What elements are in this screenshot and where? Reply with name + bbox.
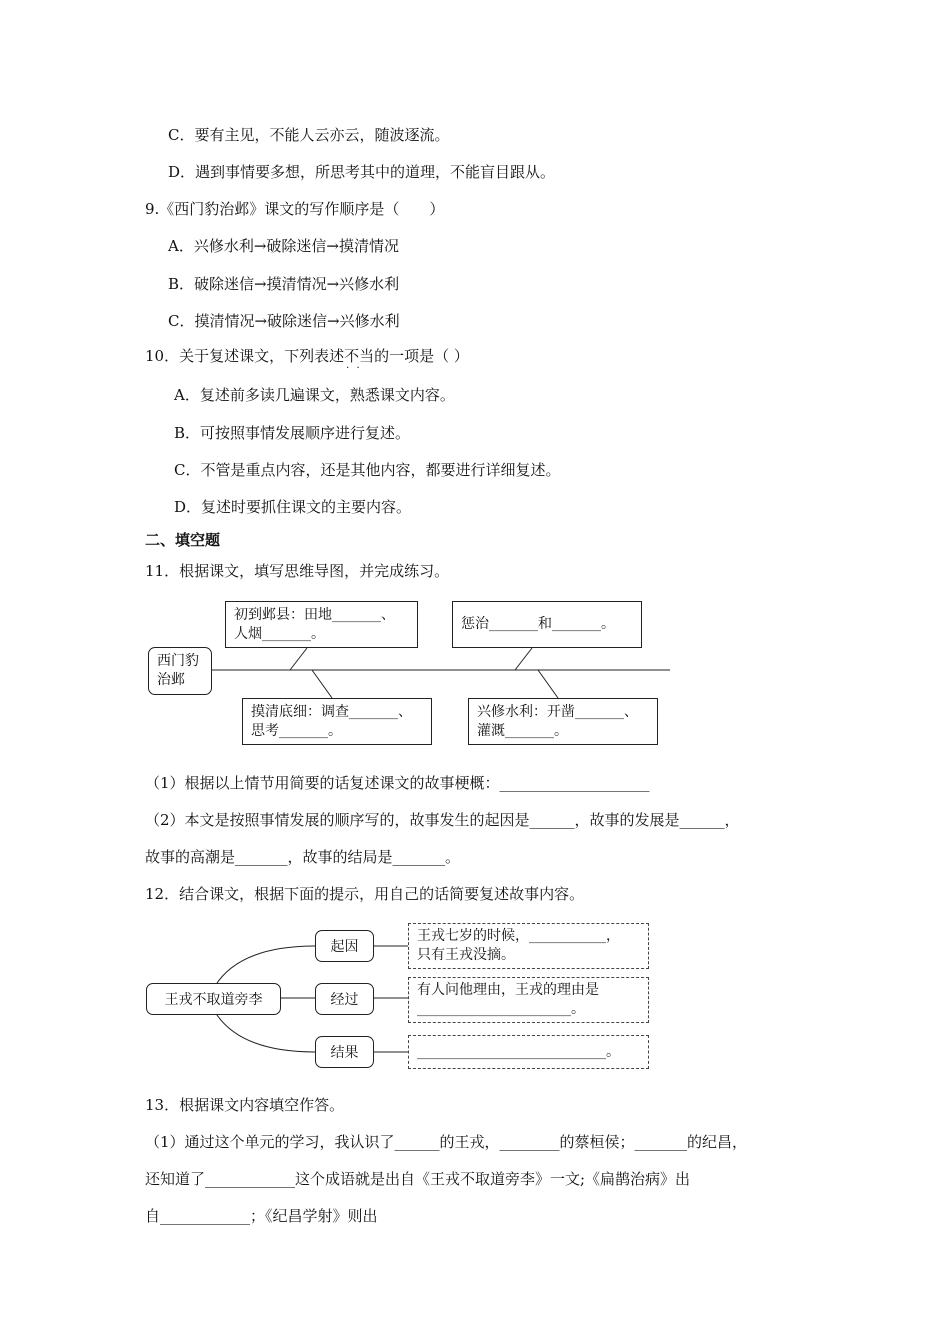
- q9-option-b: B．破除迷信→摸清情况→兴修水利: [168, 275, 400, 293]
- q10-option-c: C．不管是重点内容，还是其他内容，都要进行详细复述。: [174, 461, 561, 479]
- q12-node-cause-text: 起因: [330, 939, 359, 955]
- section-heading: 二、填空题: [145, 531, 221, 549]
- q12-detail-cause-line2: 只有王戎没摘。: [417, 947, 515, 963]
- q10-option-d: D．复述时要抓住课文的主要内容。: [174, 498, 412, 516]
- q12-node-result: [315, 1036, 374, 1068]
- q11-sub2-line2: 故事的高潮是_______，故事的结局是_______。: [145, 848, 461, 866]
- q12-detail-process-line2: ______________________。: [417, 1001, 585, 1017]
- q11-sub2-line1: （2）本文是按照事情发展的顺序写的，故事发生的起因是______，故事的发展是______，: [145, 811, 740, 829]
- q10-stem-emphasis: 不当 · ·: [344, 347, 374, 365]
- q10-option-b: B．可按照事情发展顺序进行复述。: [174, 424, 411, 442]
- q11-box-investigate-line2: 思考_______。: [251, 723, 342, 739]
- q11-box-irrigation-line1: 兴修水利：开凿_______、: [477, 704, 638, 720]
- q11-box-punish-text: 惩治_______和_______。: [461, 616, 615, 632]
- q12-detail-process-line1: 有人问他理由，王戎的理由是: [417, 982, 599, 998]
- q12-stem: 12．结合课文，根据下面的提示，用自己的话简要复述故事内容。: [145, 885, 585, 903]
- q13-line3: 自____________；《纪昌学射》则出: [145, 1207, 378, 1225]
- q12-detail-cause-line1: 王戎七岁的时候，___________，: [417, 928, 620, 944]
- q12-detail-result-text: ___________________________。: [417, 1043, 620, 1060]
- q13-stem: 13．根据课文内容填空作答。: [145, 1096, 345, 1114]
- q11-box-arrival-line2: 人烟_______。: [234, 626, 325, 642]
- q8-option-d: D．遇到事情要多想，所思考其中的道理，不能盲目跟从。: [168, 163, 556, 181]
- q12-node-cause: [315, 930, 374, 962]
- q10-option-a: A．复述前多读几遍课文，熟悉课文内容。: [174, 386, 455, 404]
- q11-box-investigate-line1: 摸清底细：调查_______、: [251, 704, 412, 720]
- q12-node-process: [315, 983, 374, 1015]
- q11-sub1: （1）根据以上情节用简要的话复述课文的故事梗概：____________________: [145, 774, 650, 792]
- q12-detail-process: [408, 977, 649, 1023]
- q11-stem: 11．根据课文，填写思维导图，并完成练习。: [145, 562, 450, 580]
- q12-detail-cause: [408, 923, 649, 969]
- q9-option-c: C．摸清情况→破除迷信→兴修水利: [168, 312, 400, 330]
- q10-stem-post: 的一项是（ ）: [374, 347, 469, 365]
- q12-node-result-text: 结果: [330, 1045, 359, 1061]
- q11-box-irrigation-line2: 灌溉_______。: [477, 723, 568, 739]
- q10-stem-pre: 10．关于复述课文，下列表述: [145, 347, 345, 365]
- q8-option-c: C．要有主见，不能人云亦云，随波逐流。: [168, 126, 450, 144]
- q12-detail-result: [408, 1035, 649, 1069]
- q9-option-a: A．兴修水利→破除迷信→摸清情况: [168, 237, 399, 255]
- q13-line2: 还知道了____________这个成语就是出自《王戎不取道旁李》一文;《扁鹊治病》出: [145, 1170, 691, 1188]
- q12-node-process-text: 经过: [330, 992, 359, 1008]
- q9-stem: 9.《西门豹治邺》课文的写作顺序是（ ）: [145, 200, 445, 218]
- q11-center-text: 西门豹治邺: [157, 653, 199, 688]
- q11-box-arrival-line1: 初到邺县：田地_______、: [234, 607, 395, 623]
- q12-root-node: [146, 983, 281, 1015]
- q13-line1: （1）通过这个单元的学习，我认识了______的王戎，________的蔡桓侯；_______的纪昌，: [145, 1133, 748, 1151]
- q12-root-text: 王戎不取道旁李: [164, 992, 263, 1008]
